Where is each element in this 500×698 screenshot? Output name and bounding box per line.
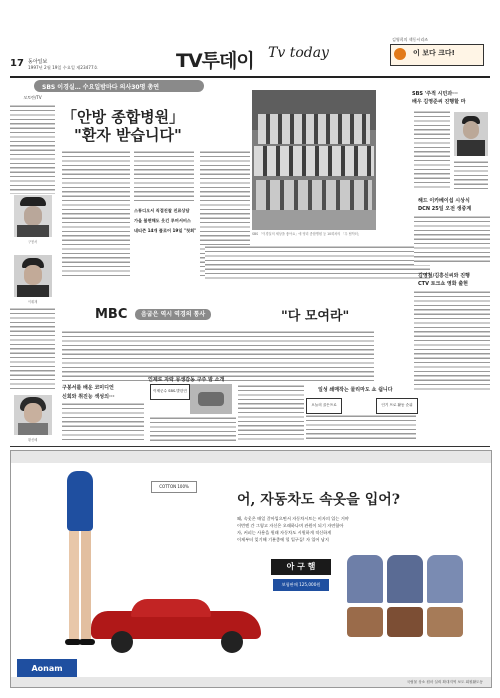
mbc-body-text	[62, 330, 374, 382]
ad-body	[237, 515, 447, 543]
right-story-text	[414, 215, 490, 265]
lead-subhead: 스튜디오서 직접진찰 진료상담	[134, 208, 190, 213]
ad-left-brand	[17, 659, 77, 679]
bottom-right-title: 일성 쇄매작는 물리마도 쇼 쉽니다	[318, 387, 393, 393]
ad-price-text: 보험판매 125,000원	[281, 582, 321, 587]
ad-body-line: 이제부터 잊기해 기분좋에 힐 입구들! 자 입어 남지	[237, 537, 329, 542]
ad-car	[81, 591, 271, 651]
top-right-ad	[390, 44, 484, 66]
right-story-text	[454, 160, 488, 190]
portrait-caption-2: 이휘재	[28, 300, 38, 304]
left-column	[10, 95, 55, 445]
bottom-center-photo	[190, 384, 232, 414]
portrait-photo	[14, 395, 52, 435]
lead-kicker	[34, 80, 204, 92]
right-column	[378, 82, 490, 442]
right-story-title: CTV 토크쇼 영화 출현	[418, 281, 468, 287]
portrait-photo	[14, 195, 52, 237]
ad-cotton-badge-text: COTTON 100%	[159, 484, 189, 489]
group-photo	[252, 90, 376, 230]
ad-top-banner	[11, 451, 491, 463]
right-story-title: 배우 김영준씨 진행할 마	[412, 99, 466, 105]
bottom-center-text	[150, 416, 236, 441]
right-story-text	[414, 110, 450, 190]
group-photo-caption: SBS 「이경실의 세상을 좋아요」에 영리 종합병원 등 10회차의 「우 팀닥터」	[252, 232, 362, 236]
left-lower-title: 신회와 취진능 색성의···	[62, 394, 115, 400]
ad-divider	[10, 446, 490, 447]
right-story-title: SBS '주적 시민과···	[412, 91, 458, 97]
ad-brand-box-text: 아 구 햄	[286, 562, 316, 571]
right-story-title: 김영철/김흥신씨와 진행	[418, 273, 470, 279]
page-number: 17	[10, 58, 24, 69]
mbc-headline	[95, 305, 365, 325]
portrait-caption-1: 구봉서	[28, 240, 38, 244]
ad-cotton-badge	[151, 481, 197, 493]
paper-name: 동아일보	[28, 59, 48, 65]
portrait-photo	[14, 255, 52, 297]
bottom-center-box-text: 이제군수 SBS-발한민	[153, 389, 187, 393]
portrait-caption-3: 황신혜	[28, 438, 38, 442]
lead-headline-line-1: 「안방 종합병원」	[62, 108, 185, 126]
bottom-right-box-2	[376, 398, 418, 414]
lead-kicker-text: SBS 이경실… 수요일밤마다 의사30명 총연	[42, 84, 160, 91]
bottom-center-title: 인제로 자락 뮤생감동 구주 밤 소개	[148, 377, 225, 383]
lead-headline	[62, 108, 212, 144]
top-right-ad-text: 이 보다 크다!	[413, 49, 455, 57]
lead-headline-line-2: "환자 받습니다"	[74, 126, 182, 144]
ad-headline: 어, 자동차도 속옷을 입어?	[237, 492, 400, 508]
right-story-title: 해드 이카베이섭 시상식	[418, 198, 470, 204]
left-column-text	[10, 104, 55, 194]
left-lower-title: 구봉서를 배운 코미디언	[62, 385, 114, 391]
ad-seat-covers	[347, 555, 467, 645]
ad-body-line: 왜, 속옷은 매일 갈아입으면서 자동차시트는 비자의 입는 거야	[237, 516, 349, 521]
ad-bottom-banner	[11, 677, 491, 687]
left-column-text-2	[10, 307, 55, 392]
lead-body-text	[134, 150, 194, 202]
ad-body-line: 자, 커피는 사용을 원래 자동차도 시원하게 적신하게	[237, 530, 332, 535]
right-story-text	[414, 290, 490, 390]
lead-subhead: 가을 불면해도 웃긴 루머서비스	[134, 218, 191, 223]
lead-subhead: 네티즌 14개 플로어 19일 "첫회"	[134, 228, 197, 233]
bottom-center-text	[238, 384, 304, 441]
bottom-center-box	[150, 384, 190, 400]
left-lower-text	[62, 402, 144, 440]
ad-logo-icon	[394, 48, 406, 60]
ad-price-box	[273, 579, 329, 591]
ad-left-brand-text: Aonam	[31, 664, 63, 673]
top-right-label: 김영희의 색동시리즈	[392, 37, 429, 42]
mbc-headline-text: "다 모여라"	[281, 309, 350, 324]
mbc-kicker-text: 음굽은 역시 역경의 통사	[141, 311, 206, 318]
bottom-right-box-text: 오늘의 골든프로	[311, 403, 337, 407]
section-logo-script: Tv today	[268, 45, 329, 61]
right-story-title: DCN 25일 오전 생중계	[418, 206, 472, 212]
ad-body-line: 이번엔 간 그렇고 자신은 오래하나며 관원이 되기 자연합아	[237, 523, 344, 528]
lead-subheads	[134, 206, 200, 236]
bottom-right-box-2-text: 인기 프로 활동 순위	[381, 403, 413, 407]
left-column-title: 모토란/TV	[23, 95, 42, 100]
date-line: 1997년 2월 19일 수요일 제23477호	[28, 65, 98, 70]
mbc-kicker	[135, 309, 211, 320]
bottom-right-box	[306, 398, 342, 414]
header-rule	[10, 76, 490, 78]
bottom-right-text	[306, 414, 416, 441]
ad-brand-box	[271, 559, 331, 575]
mbc-network: MBC	[95, 307, 128, 322]
ad-block	[10, 450, 492, 688]
section-logo: TV투데이	[176, 50, 254, 72]
ad-footer-text: 국립물 상소 원마 실뢰 확대지역 보도 회원활도동	[406, 680, 483, 684]
right-portrait-photo	[454, 112, 488, 156]
page-header	[10, 28, 490, 74]
lead-body-text	[62, 150, 130, 276]
